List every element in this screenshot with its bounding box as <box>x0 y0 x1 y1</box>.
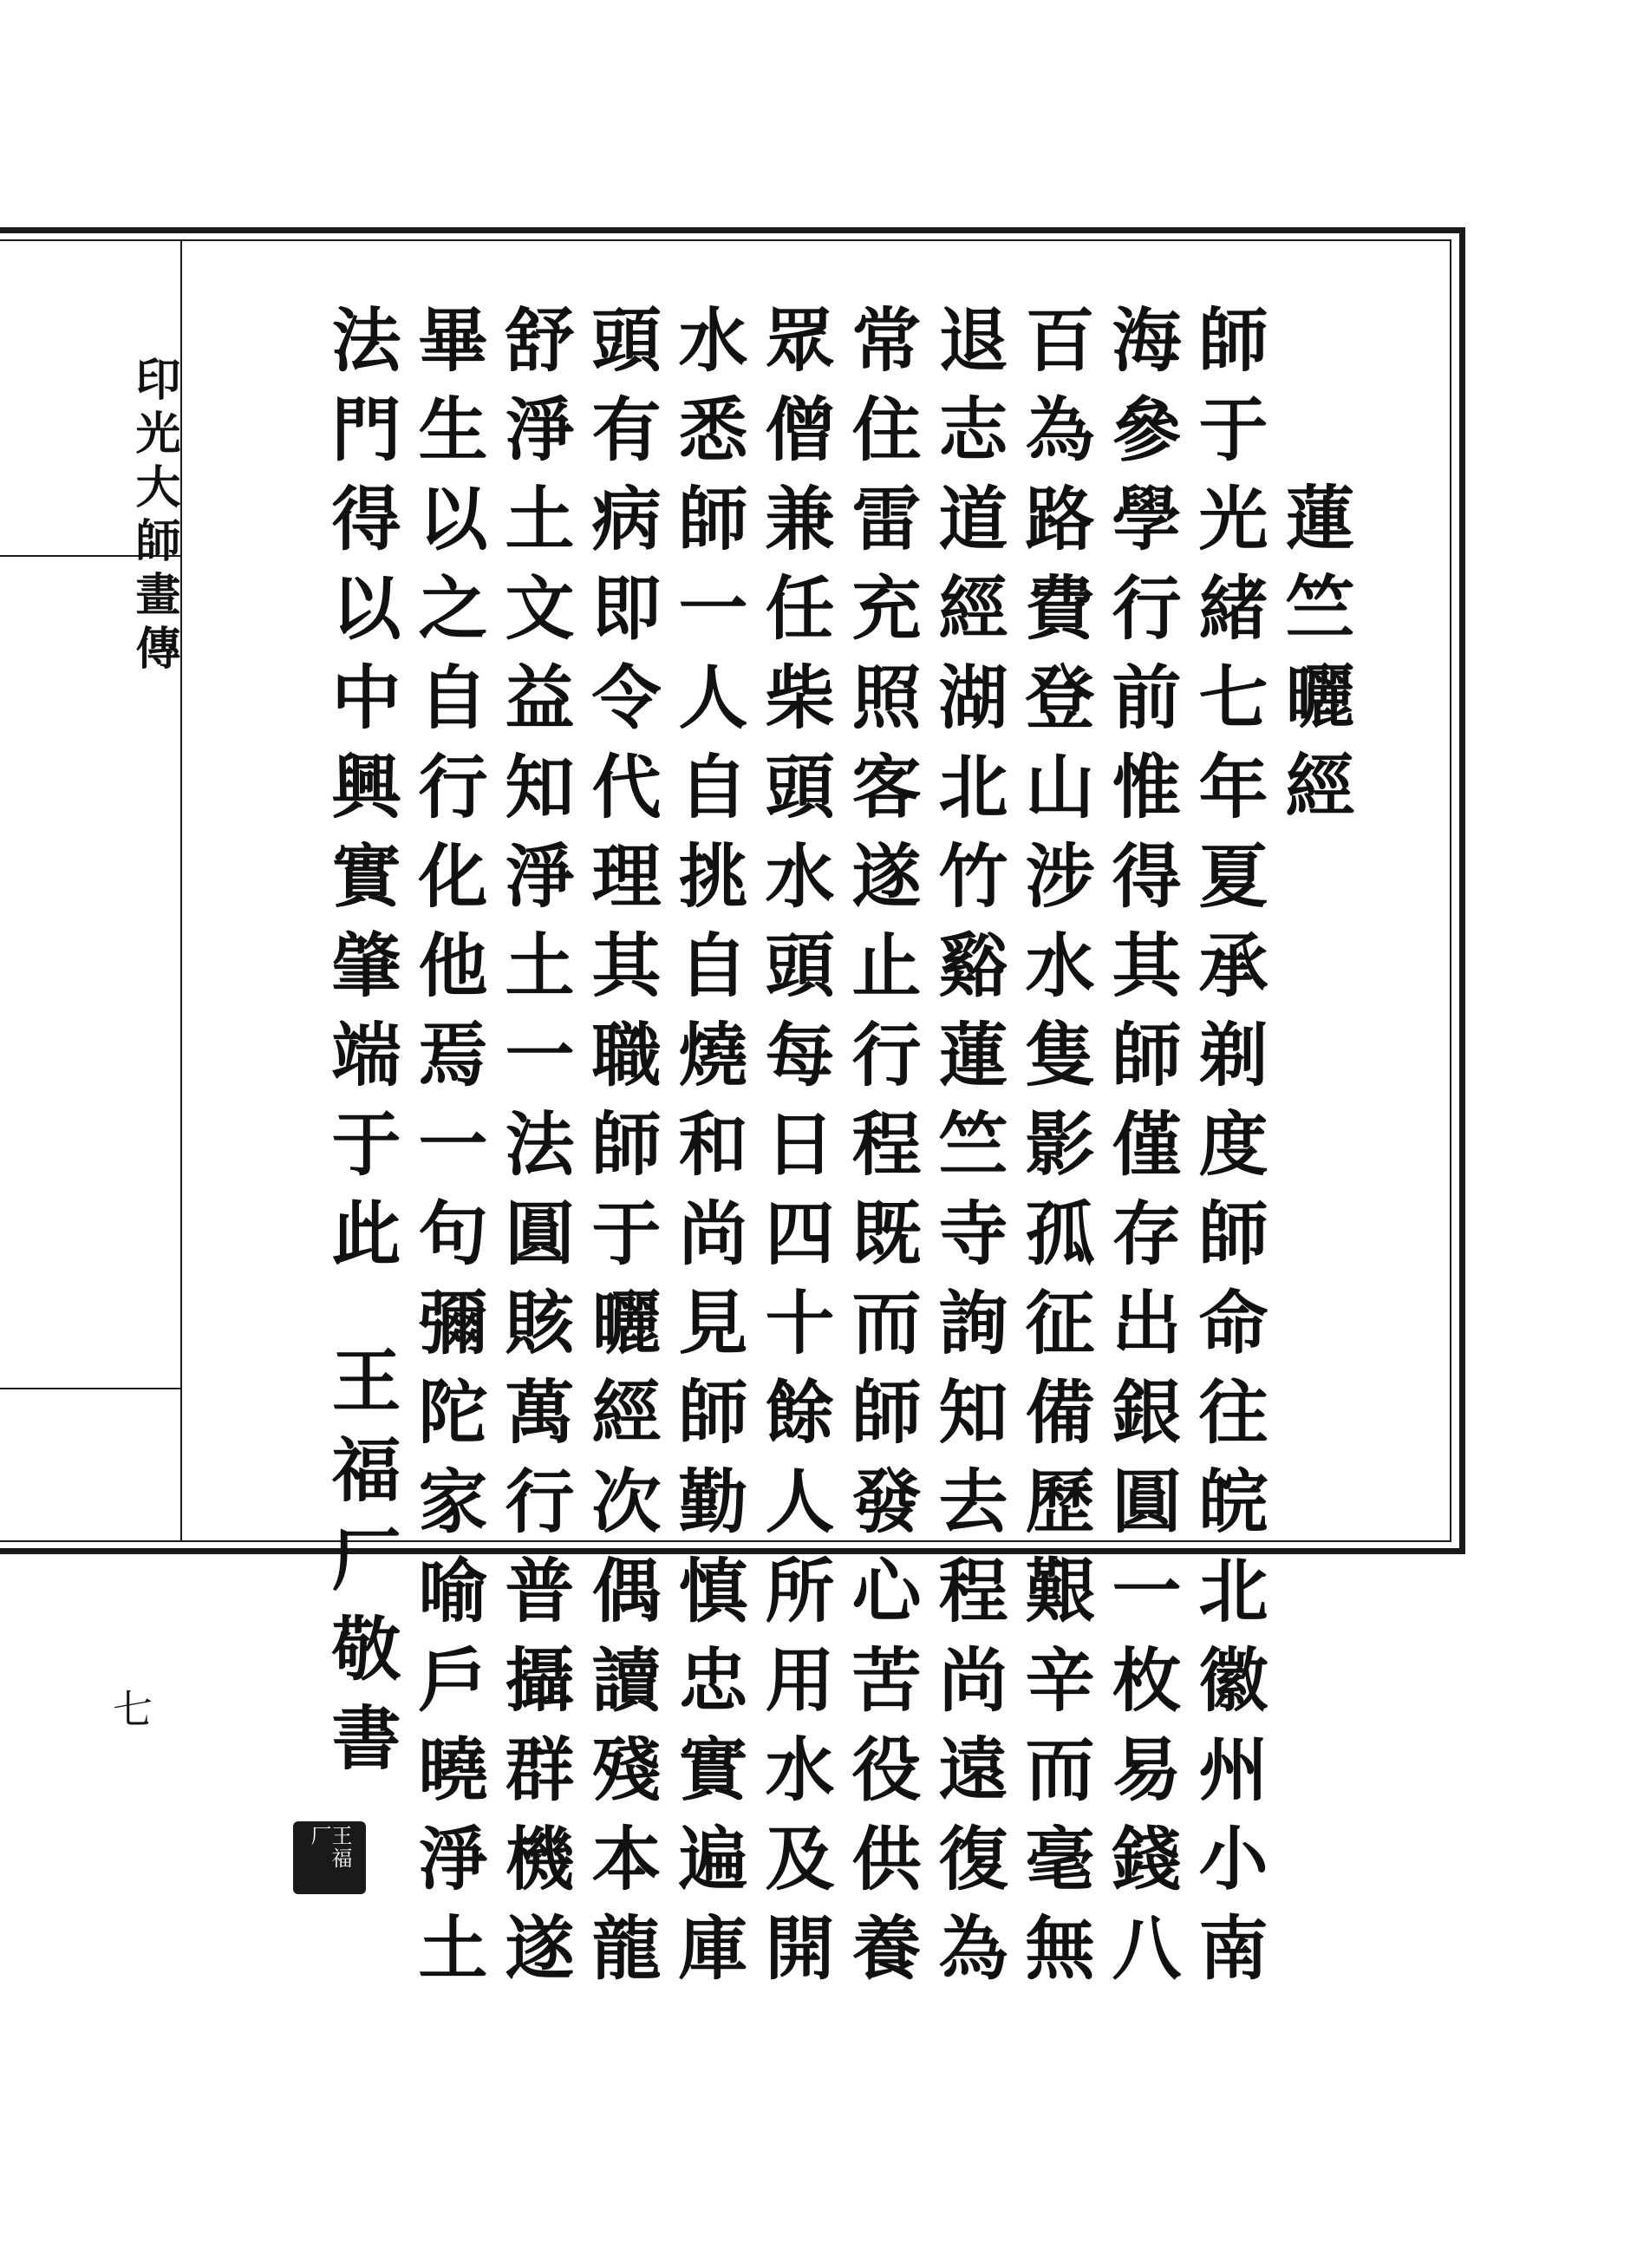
text-column-4: 退志道經湖北竹谿蓮竺寺詢知去程尚遠復為 <box>927 304 1008 2001</box>
text-column-7: 水悉師一人自挑自燒和尚見師勤慎忠實遍庫 <box>667 304 747 2001</box>
text-column-5: 常住雷充照客遂止行程既而師發心苦役供養 <box>840 304 921 2001</box>
text-column-6: 眾僧兼任柴頭水頭每日四十餘人所用水及開 <box>753 304 834 2001</box>
margin-divider-bottom <box>0 1388 182 1389</box>
page-number: 七 <box>113 1686 153 1733</box>
signature: 王福厂敬書 <box>320 1344 401 1791</box>
text-column-8: 頭有病即令代理其職師于曬經次偶讀殘本龍 <box>580 304 661 2001</box>
text-column-10: 畢生以之自行化他焉一句彌陀家喻戶曉淨土 <box>407 304 487 2001</box>
text-column-1: 師于光緒七年夏承剃度師命往皖北徽州小南 <box>1187 304 1268 2001</box>
text-column-9: 舒淨土文益知淨土一法圓賅萬行普攝群機遂 <box>493 304 574 2001</box>
text-column-2: 海參學行前惟得其師僅存出銀圓一枚易錢八 <box>1100 304 1181 2001</box>
text-column-3: 百為路費登山涉水隻影孤征備歷艱辛而毫無 <box>1014 304 1094 2001</box>
text-column-11: 法門得以中興實肇端于此 <box>320 304 401 1286</box>
seal-stamp: 王福厂 <box>293 1821 366 1894</box>
text-heading: 蓮竺曬經 <box>1274 481 1354 839</box>
book-title: 印光大師畫傳 <box>127 356 180 678</box>
